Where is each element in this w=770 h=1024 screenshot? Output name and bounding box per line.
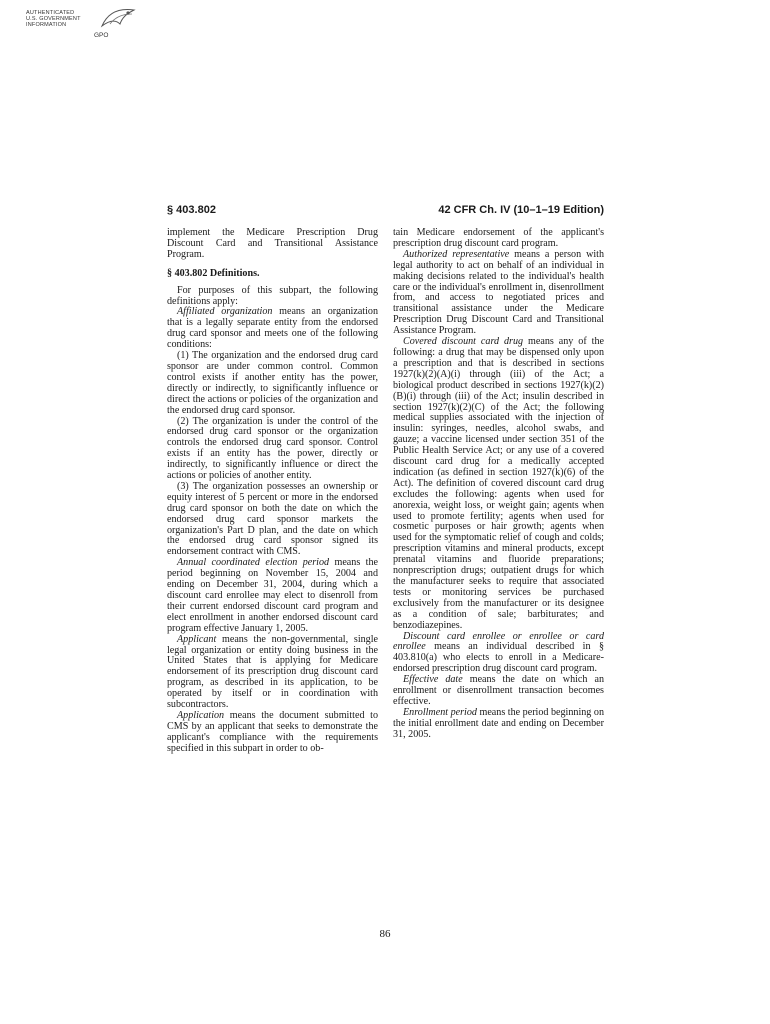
authentication-seal [26, 6, 146, 46]
left-column [167, 228, 378, 755]
definition-affiliated-organization [167, 307, 378, 351]
paragraph: (1) The organization and the endorsed drug card sponsor are under common control. Common control exists if another entity has the power, directly or indirectly, to significantly influence or direct the actions or policies of the organization and the endorsed drug card sponsor. [167, 350, 378, 416]
defined-term: Enrollment period [403, 706, 477, 718]
definition-text: means the date on which an enrollment or disenrollment transaction becomes effective. [393, 674, 604, 707]
definition-authorized-representative [393, 250, 604, 337]
paragraph: (2) The organization is under the control of the endorsed drug card sponsor or the organization controls the endorsed drug card sponsor. Control exists if an entity has the power, directly or indirectly, to significantly influence or direct the actions or policies of another entity. [167, 415, 378, 482]
paragraph: For purposes of this subpart, the following definitions apply: [167, 284, 378, 307]
definition-text: means a person with legal authority to act on behalf of an individual in making decisions related to the individual's health care or the individual's enrollment in, disenrollment from, and access to negotiated prices and transitional assistance under the Medicare Prescription Drug Discount Card and Transitional Assistance Program. [393, 248, 605, 337]
section-number: § 403.802 [167, 204, 216, 216]
section-heading: § 403.802 Definitions. [167, 267, 260, 279]
page-number: 86 [379, 928, 391, 940]
seal-line-2: U.S. GOVERNMENT [26, 16, 81, 22]
defined-term: Authorized representative [403, 248, 510, 260]
definition-text: means the period beginning on the initial enrollment date and ending on December 31, 2005. [393, 706, 604, 740]
definition-text: means an individual described in § 403.810(a) who elects to enroll in a Medicare-endorsed prescription drug discount card program. [393, 641, 604, 675]
definition-discount-card-enrollee [393, 632, 604, 676]
seal-gpo-label: GPO [94, 32, 109, 39]
paragraph: tain Medicare endorsement of the applicant's prescription drug discount card program. [393, 227, 604, 249]
defined-term: Annual coordinated election period [177, 557, 330, 569]
definition-text: means the document submitted to CMS by an applicant that seeks to demonstrate the applicant's compliance with the requirements specified in this subpart in order to ob- [167, 709, 378, 754]
defined-term: Discount card enrollee or enrollee or card enrollee [393, 630, 604, 653]
defined-term: Covered discount card drug [403, 336, 524, 348]
running-header [167, 204, 604, 220]
edition-title: 42 CFR Ch. IV (10–1–19 Edition) [438, 204, 604, 216]
right-column [393, 228, 604, 741]
definition-applicant [167, 635, 378, 711]
paragraph: (3) The organization possesses an ownership or equity interest of 5 percent or more in the endorsed drug card sponsor on both the date on which the endorsed drug card sponsor markets the organization's Part D plan, and the date on which the endorsed drug card sponsor signed its endorsement contract with CMS. [167, 480, 378, 558]
paragraph: implement the Medicare Prescription Drug Discount Card and Transitional Assistance Program. [167, 227, 378, 260]
defined-term: Effective date [403, 674, 463, 686]
definition-effective-date [393, 675, 604, 708]
definition-text: means the non-governmental, single legal organization or entity doing business in the United States that is applying for Medicare endorsement of its prescription drug discount card program, as described in its application, to be operated by itself or in coordination with subcontractors. [167, 633, 378, 711]
seal-line-1: AUTHENTICATED [26, 10, 75, 16]
definition-text: means an organization that is a legally separate entity from the endorsed drug card sponsor and meets one of the following conditions: [167, 306, 379, 351]
defined-term: Application [177, 709, 225, 721]
definition-application [167, 711, 378, 755]
definition-text: means the period beginning on November 15, 2004 and ending on December 31, 2004, during which a discount card enrollee may elect to disenroll from their current endorsed discount card program and elect enrollment in another endorsed discount card program effective January 1, 2005. [167, 557, 378, 634]
seal-line-3: INFORMATION [26, 22, 67, 28]
defined-term: Applicant [177, 633, 217, 645]
defined-term: Affiliated organization [177, 306, 273, 318]
definition-annual-coordinated-election-period [167, 558, 378, 634]
definition-covered-discount-card-drug [393, 337, 604, 631]
definition-text: means any of the following: a drug that may be dispensed only upon a prescription and that is described in sections 1927(k)(2)(A)(i) through (iii) of the Act; a biological product described in sections 1927(k)(2)(B)(i) through (iii) of the Act; insulin described in section 1927(k)(2)(C) of the Act; the following medical supplies associated with the injection of insulin: syringes, needles, alcohol swabs, and gauze; a vaccine licensed under section 351 of the Public Health Service Act; or any use of a covered discount card drug for a medically accepted indication (as defined in section 1927(k)(6) of the Act). The definition of covered discount card drug excludes the following: agents when used for anorexia, weight loss, or weight gain; agents when used to promote fertility; agents when used for cosmetic purposes or hair growth; agents when used for the symptomatic relief of cough and colds; prescription vitamins and mineral products, except prenatal vitamins and fluoride preparations; nonprescription drugs; outpatient drugs for which the manufacturer seeks to require that associated tests or monitoring services be purchased exclusively from the manufacturer or its designee as a condition of sale; barbiturates; and benzodiazepines. [393, 336, 604, 631]
definition-enrollment-period [393, 708, 604, 741]
